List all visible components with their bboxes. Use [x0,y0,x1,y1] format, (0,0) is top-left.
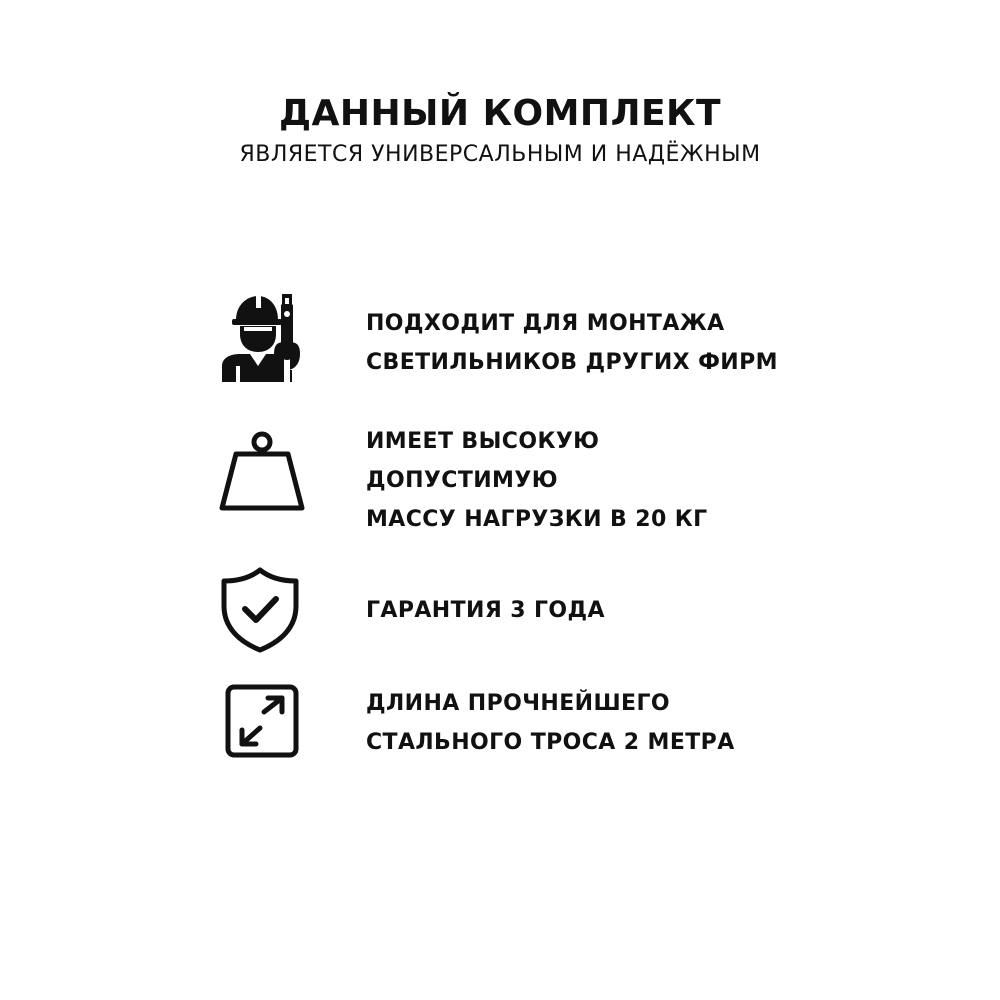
feature-highlight: 3 ГОДА [510,598,605,623]
worker-wrench-icon [218,292,308,382]
feature-line [366,723,886,762]
feature-text [366,591,886,630]
feature-text [366,684,886,762]
feature-highlight: 2 МЕТРА [623,730,735,755]
feature-line: ДЛИНА ПРОЧНЕЙШЕГО [366,691,670,716]
feature-line-prefix: МАССУ НАГРУЗКИ В [366,507,636,532]
feature-line [366,591,886,630]
feature-highlight: 20 КГ [635,507,708,532]
feature-line: СВЕТИЛЬНИКОВ ДРУГИХ ФИРМ [366,350,778,375]
feature-line [366,500,886,539]
shield-check-icon [218,566,308,656]
feature-line-prefix: ГАРАНТИЯ [366,598,511,623]
feature-line-prefix: СТАЛЬНОГО ТРОСА [366,730,624,755]
feature-text [366,304,886,382]
feature-line: ПОДХОДИТ ДЛЯ МОНТАЖА [366,311,725,336]
page-title: ДАННЫЙ КОМПЛЕКТ [278,93,722,134]
feature-line: ДОПУСТИМУЮ [366,468,558,493]
weight-icon [218,430,308,520]
feature-line: ИМЕЕТ ВЫСОКУЮ [366,429,600,454]
page-subtitle: ЯВЛЯЕТСЯ УНИВЕРСАЛЬНЫМ И НАДЁЖНЫМ [239,142,761,167]
feature-text [366,422,886,539]
header [0,92,1000,170]
expand-arrows-icon [218,684,308,774]
